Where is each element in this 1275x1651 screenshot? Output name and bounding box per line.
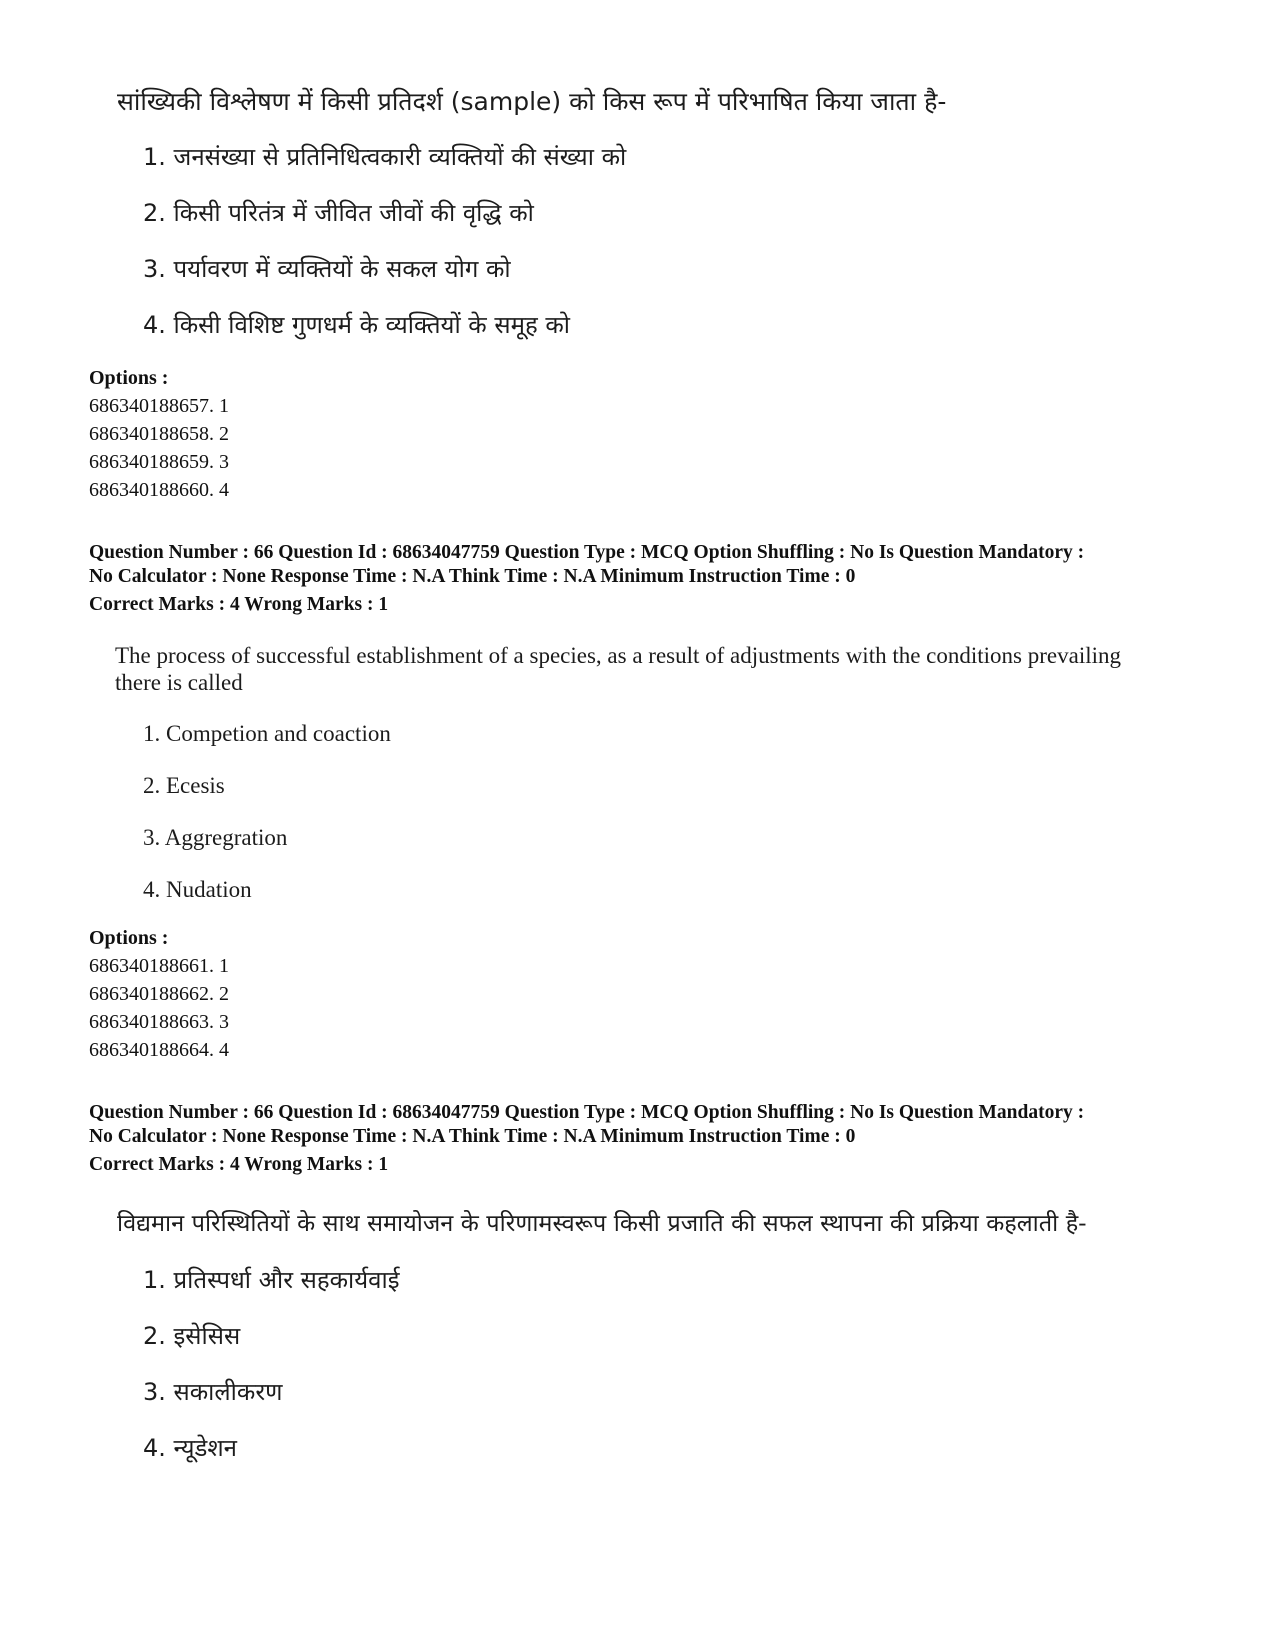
question-2-choice-3: 3. Aggregration bbox=[143, 825, 288, 850]
option-id: 686340188659. 3 bbox=[89, 451, 229, 473]
question-2-choice-2: 2. Ecesis bbox=[143, 773, 225, 798]
option-id: 686340188663. 3 bbox=[89, 1011, 229, 1033]
question-meta-line-1: Question Number : 66 Question Id : 68634047759 Question Type : MCQ Option Shuffling : No Is Question Mandatory : bbox=[89, 542, 1085, 563]
option-id: 686340188657. 1 bbox=[89, 395, 229, 417]
option-id: 686340188662. 2 bbox=[89, 983, 229, 1005]
option-id: 686340188658. 2 bbox=[89, 423, 229, 445]
question-2-choice-1: 1. Competion and coaction bbox=[143, 721, 391, 746]
question-1-choice-3: 3. पर्यावरण में व्यक्तियों के सकल योग को bbox=[143, 255, 511, 283]
question-3-choice-4: 4. न्यूडेशन bbox=[143, 1434, 238, 1462]
question-3-choice-2: 2. इसेसिस bbox=[143, 1322, 241, 1350]
question-1-choice-4: 4. किसी विशिष्ट गुणधर्म के व्यक्तियों के समूह को bbox=[143, 311, 570, 339]
question-2-choice-4: 4. Nudation bbox=[143, 877, 252, 902]
question-meta-line-2: No Calculator : None Response Time : N.A Think Time : N.A Minimum Instruction Time : 0 bbox=[89, 1126, 856, 1147]
question-2-text: The process of successful establishment of a species, as a result of adjustments with the conditions prevailing there is called bbox=[115, 643, 1122, 695]
question-1-choice-2: 2. किसी परितंत्र में जीवित जीवों की वृद्धि को bbox=[143, 199, 534, 227]
question-marks: Correct Marks : 4 Wrong Marks : 1 bbox=[89, 1154, 389, 1175]
question-meta-line-1: Question Number : 66 Question Id : 68634047759 Question Type : MCQ Option Shuffling : No Is Question Mandatory : bbox=[89, 1102, 1085, 1123]
options-label: Options : bbox=[89, 927, 169, 949]
option-id: 686340188660. 4 bbox=[89, 479, 229, 501]
question-1-choice-1: 1. जनसंख्या से प्रतिनिधित्वकारी व्यक्तियों की संख्या को bbox=[143, 143, 627, 171]
question-3-choice-3: 3. सकालीकरण bbox=[143, 1378, 283, 1406]
question-3-choice-1: 1. प्रतिस्पर्धा और सहकार्यवाई bbox=[143, 1266, 400, 1294]
options-label: Options : bbox=[89, 367, 169, 389]
question-1-text: सांख्यिकी विश्लेषण में किसी प्रतिदर्श (sample) को किस रूप में परिभाषित किया जाता है- bbox=[117, 87, 947, 116]
question-3-text: विद्यमान परिस्थितियों के साथ समायोजन के परिणामस्वरूप किसी प्रजाति की सफल स्थापना की प्रक्रिया कहलाती है- bbox=[117, 1209, 1087, 1237]
option-id: 686340188664. 4 bbox=[89, 1039, 229, 1061]
option-id: 686340188661. 1 bbox=[89, 955, 229, 977]
question-marks: Correct Marks : 4 Wrong Marks : 1 bbox=[89, 594, 389, 615]
question-meta-line-2: No Calculator : None Response Time : N.A Think Time : N.A Minimum Instruction Time : 0 bbox=[89, 566, 856, 587]
